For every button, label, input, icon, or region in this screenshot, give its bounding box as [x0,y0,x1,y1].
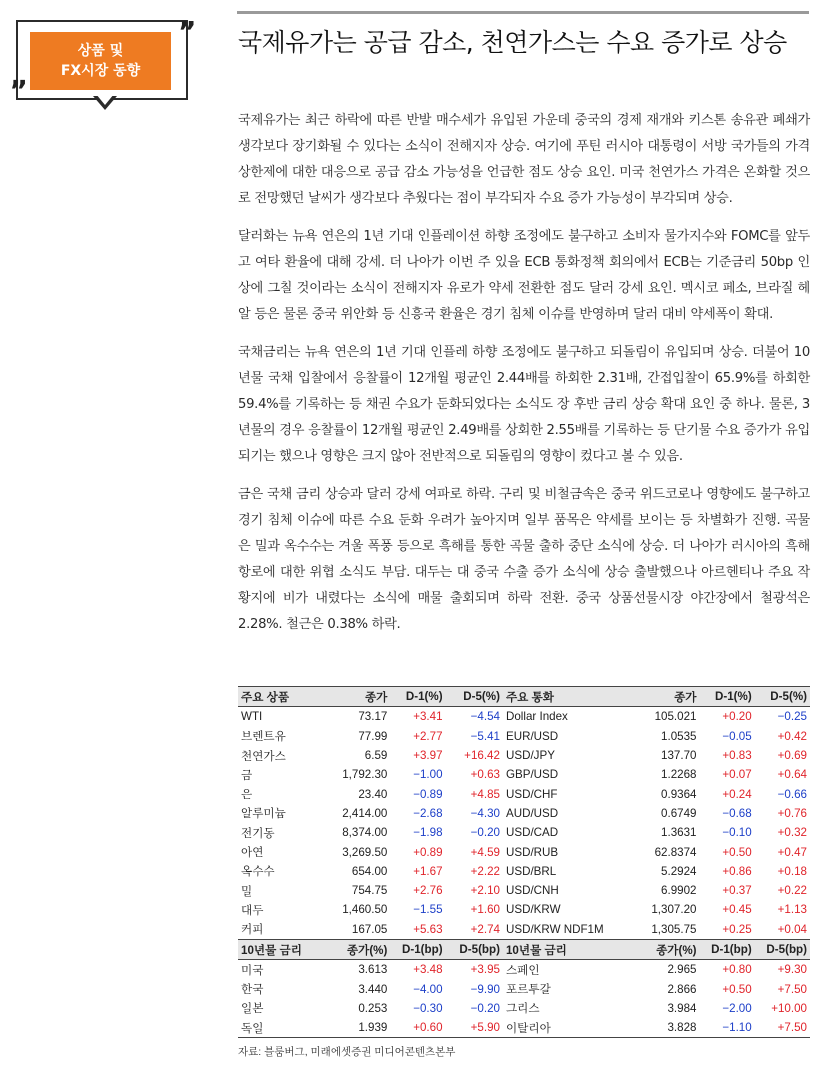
table-cell: Dollar Index [505,710,568,724]
table-cell: 137.70 [661,749,697,763]
table-cell: +7.50 [777,982,807,996]
table-cell: 스페인 [505,963,540,977]
table-row [238,999,810,1018]
table-cell: +0.83 [722,749,752,763]
table-row [238,746,810,765]
table-cell: 옥수수 [241,865,275,879]
table-cell: −0.89 [413,787,443,801]
table-cell: 천연가스 [241,749,286,763]
table-row [238,727,810,746]
table-cell: +0.22 [777,884,807,898]
table-cell: USD/CAD [505,826,559,840]
table-cell: −2.00 [722,1001,752,1015]
table-cell: −0.66 [777,787,807,801]
table-cell: +2.76 [413,884,443,898]
table-cell: −9.90 [470,982,500,996]
table-cell: +0.63 [470,768,500,782]
table-cell: 3.440 [358,982,388,996]
table-cell: −0.30 [413,1001,443,1015]
badge-pointer-inner [96,94,114,105]
table-cell: 0.6749 [661,806,697,820]
table-cell: −1.00 [413,768,443,782]
table-header-cell: 주요 상품 [238,687,326,707]
table-cell: 754.75 [351,884,388,898]
table-cell: 알루미늄 [241,807,286,821]
table-header-cell: D-5(%) [446,687,503,707]
table-cell: −4.54 [470,710,500,724]
table-cell: USD/CHF [505,787,558,801]
table-cell: −0.10 [722,826,752,840]
paragraph-oil: 국제유가는 최근 하락에 따른 반발 매수세가 유입된 가운데 중국의 경제 재개와 키스톤 송유관 폐쇄가 생각보다 장기화될 수 있다는 소식이 전해지자 상승. 여기에 푸틴 러시아 대통령이 서방 국가들의 가격 상한제에 대한 대응으로 공급 감소 가능성을 언급한 점도 상승 요인. 미국 천연가스 가격은 온화할 것으로 전망했던 날씨가 생각보다 추웠다는 점이 부각되자 수요 증가 가능성이 부각되며 상승. [238,113,810,206]
table-cell: 1.2268 [661,768,697,782]
paragraph-dollar: 달러화는 뉴욕 연은의 1년 기대 인플레이션 하향 조정에도 불구하고 소비자 물가지수와 FOMC를 앞두고 여타 환율에 대해 강세. 더 나아가 이번 주 있을 ECB 통화정책 회의에서 ECB는 기준금리 50bp 인상에 그칠 것이라는 소식이 전해지자 유로가 약세 전환한 점도 달러 강세 요인. 멕시코 페소, 브라질 헤알 등은 물론 중국 위안화 등 신흥국 환율은 경기 침체 이슈를 반영하며 달러 대비 약세폭이 확대. [238,229,810,322]
table-cell: 밀 [241,884,253,898]
table-row [238,960,810,980]
table-cell: 3.613 [358,963,388,977]
table-cell: 654.00 [351,864,388,878]
table-cell: 일본 [241,1002,264,1016]
table-cell: 2,414.00 [342,806,388,820]
table-cell: −5.41 [470,729,500,743]
table-cell: 1,792.30 [342,768,388,782]
table-row [238,900,810,919]
table-row [238,765,810,784]
table-cell: 2.965 [667,963,697,977]
table-header-cell: D-1(%) [390,687,445,707]
table-cell: 3.828 [624,1018,699,1038]
table-cell: +2.74 [470,922,500,936]
table-cell: 23.40 [358,787,388,801]
table-cell: +0.50 [722,845,752,859]
table-cell: +3.97 [413,749,443,763]
table-cell: 62.8374 [654,845,697,859]
table-cell: 은 [241,788,253,802]
table-header-cell: D-1(%) [700,687,755,707]
table-cell: −0.68 [722,806,752,820]
table-cell: +3.95 [470,963,500,977]
quote-open-icon: „ [10,59,29,92]
table-cell: +1.60 [470,903,500,917]
table-cell: +0.89 [413,845,443,859]
table-cell: 포르투갈 [505,983,551,997]
table-cell: 1,307.20 [651,903,697,917]
table-cell: +1.13 [777,903,807,917]
table-cell: +0.04 [777,922,807,936]
table-cell: +0.32 [777,826,807,840]
table-cell: −2.68 [413,806,443,820]
table-cell: 3.984 [667,1001,697,1015]
table-cell: 이탈리아 [503,1018,624,1038]
table-cell: 73.17 [358,710,388,724]
table-cell: +0.42 [777,729,807,743]
table-cell: +2.22 [470,864,500,878]
table-cell: +0.25 [722,922,752,936]
article-body [238,108,810,650]
table-cell: +0.86 [722,864,752,878]
table-header-cell: 종가(%) [326,939,390,959]
table-cell: USD/KRW [505,903,561,917]
badge-label [30,32,171,90]
table-cell: +10.00 [771,1001,807,1015]
table-cell: +0.50 [722,982,752,996]
page-title: 국제유가는 공급 감소, 천연가스는 수요 증가로 상승 [238,28,787,57]
table-cell: GBP/USD [505,768,559,782]
table-cell: +0.24 [722,787,752,801]
table-cell: 8,374.00 [342,826,388,840]
table-cell: +0.64 [777,768,807,782]
table-cell: 6.59 [364,749,388,763]
table-cell: −1.98 [413,826,443,840]
table-cell: 금 [241,768,253,782]
table-header-cell: D-1(bp) [390,939,445,959]
badge-line2: FX시장 동향 [60,63,141,79]
table-row [238,862,810,881]
table-cell: −1.55 [413,903,443,917]
table-header-cell: D-1(bp) [700,939,755,959]
badge-line1: 상품 및 [77,43,124,59]
table-cell: −0.20 [470,826,500,840]
section-badge [10,14,195,114]
table-cell: 2.866 [667,982,697,996]
table-cell: 1.0535 [661,729,697,743]
table-cell: −0.25 [777,710,807,724]
table-cell: 105.021 [654,710,697,724]
table-cell: 1,305.75 [651,922,697,936]
table-cell: +0.47 [777,845,807,859]
table-cell: +1.67 [413,864,443,878]
table-row [238,881,810,900]
table-cell: 대두 [241,903,264,917]
table-row [238,1018,810,1038]
table-header-cell: D-5(bp) [755,939,810,959]
table-header-cell: 10년물 금리 [238,939,326,959]
table-cell: −0.20 [470,1001,500,1015]
table-cell: 1,460.50 [342,903,388,917]
table-header-cell: 종가 [624,687,699,707]
table-row [238,823,810,842]
table-cell: USD/RUB [505,845,559,859]
table-cell: USD/KRW NDF1M [505,922,604,936]
table-header-cell: 10년물 금리 [503,939,624,959]
source-note: 자료: 블룸버그, 미래에셋증권 미디어콘텐츠본부 [238,1046,456,1058]
table-header-cell: 주요 통화 [503,687,624,707]
table-cell: 미국 [241,963,264,977]
table-cell: −4.00 [413,982,443,996]
table-cell: −1.10 [700,1018,755,1038]
table-cell: +0.18 [777,864,807,878]
table-cell: +2.77 [413,729,443,743]
table-cell: +9.30 [777,963,807,977]
paragraph-metals: 금은 국채 금리 상승과 달러 강세 여파로 하락. 구리 및 비철금속은 중국 위드코로나 영향에도 불구하고 경기 침체 이슈에 따른 수요 둔화 우려가 높아지며 일부 품목은 약세를 보이는 등 차별화가 진행. 곡물은 밀과 옥수수는 겨울 폭풍 등으로 흑해를 통한 곡물 출하 중단 소식에 상승. 더 나아가 러시아의 흑해 항로에 대한 위협 소식도 부담. 대두는 대 중국 수출 증가 소식에 상승 출발했으나 아르헨티나 주요 작황지에 비가 내렸다는 소식에 매물 출회되며 하락 전환. 중국 상품선물시장 야간장에서 철광석은 2.28%. 철근은 0.38% 하락. [238,487,810,632]
table-cell: +0.69 [777,749,807,763]
table-cell: +0.76 [777,806,807,820]
table-cell: +0.37 [722,884,752,898]
table-cell: +5.63 [413,922,443,936]
table-cell: 독일 [238,1018,326,1038]
quote-close-icon: ” [178,15,197,48]
table-cell: +0.60 [390,1018,445,1038]
table-cell: 77.99 [358,729,388,743]
table-cell: −0.05 [722,729,752,743]
table-cell: +3.48 [413,963,443,977]
table-header-row [238,687,810,707]
table-cell: WTI [241,710,263,724]
table-cell: +4.85 [470,787,500,801]
table-cell: 아연 [241,846,264,860]
table-cell: 커피 [241,923,264,937]
table-row [238,707,810,727]
table-row [238,979,810,998]
table-cell: 전기동 [241,826,275,840]
table-cell: 6.9902 [661,884,697,898]
table-cell: +0.07 [722,768,752,782]
table-cell: +7.50 [755,1018,810,1038]
table-cell: 0.9364 [661,787,697,801]
table-cell: USD/BRL [505,864,557,878]
table-header-cell: D-5(bp) [446,939,503,959]
table-header-cell: D-5(%) [755,687,810,707]
table-cell: 5.2924 [661,864,697,878]
table-row [238,784,810,803]
table-row [238,920,810,940]
market-table [238,686,810,1038]
table-cell: +0.45 [722,903,752,917]
table-header-cell: 종가 [326,687,390,707]
table-header-row [238,939,810,959]
table-cell: EUR/USD [505,729,559,743]
table-cell: 1.3631 [661,826,697,840]
table-cell: 3,269.50 [342,845,388,859]
table-cell: +3.41 [413,710,443,724]
table-cell: 브렌트유 [241,730,286,744]
table-cell: +16.42 [464,749,500,763]
table-cell: 한국 [241,983,264,997]
table-cell: 0.253 [358,1001,388,1015]
table-cell: +0.20 [722,710,752,724]
table-cell: USD/JPY [505,749,555,763]
table-cell: 167.05 [351,922,388,936]
table-cell: +5.90 [446,1018,503,1038]
table-header-cell: 종가(%) [624,939,699,959]
table-row [238,804,810,823]
table-cell: +4.59 [470,845,500,859]
table-cell: −4.30 [470,806,500,820]
table-cell: AUD/USD [505,806,559,820]
paragraph-bonds: 국채금리는 뉴욕 연은의 1년 기대 인플레 하향 조정에도 불구하고 되돌림이 유입되며 상승. 더불어 10년물 국채 입찰에서 응찰률이 12개월 평균인 2.44배를 하회한 2.31배, 간접입찰이 65.9%를 하회한 59.4%를 기록하는 등 채권 수요가 둔화되었다는 소식도 장 후반 금리 상승 확대 요인 중 하나. 물론, 3년물의 경우 응찰률이 12개월 평균인 2.49배를 상회한 2.55배를 기록하는 등 단기물 수요 증가가 유입되기는 했으나 영향은 크지 않아 전반적으로 되돌림의 영향이 컸다고 볼 수 있음. [238,345,810,464]
table-cell: +2.10 [470,884,500,898]
top-divider [237,11,809,14]
table-cell: 그리스 [505,1002,540,1016]
table-cell: +0.80 [722,963,752,977]
table-row [238,842,810,861]
table-cell: 1.939 [326,1018,390,1038]
table-cell: USD/CNH [505,884,559,898]
